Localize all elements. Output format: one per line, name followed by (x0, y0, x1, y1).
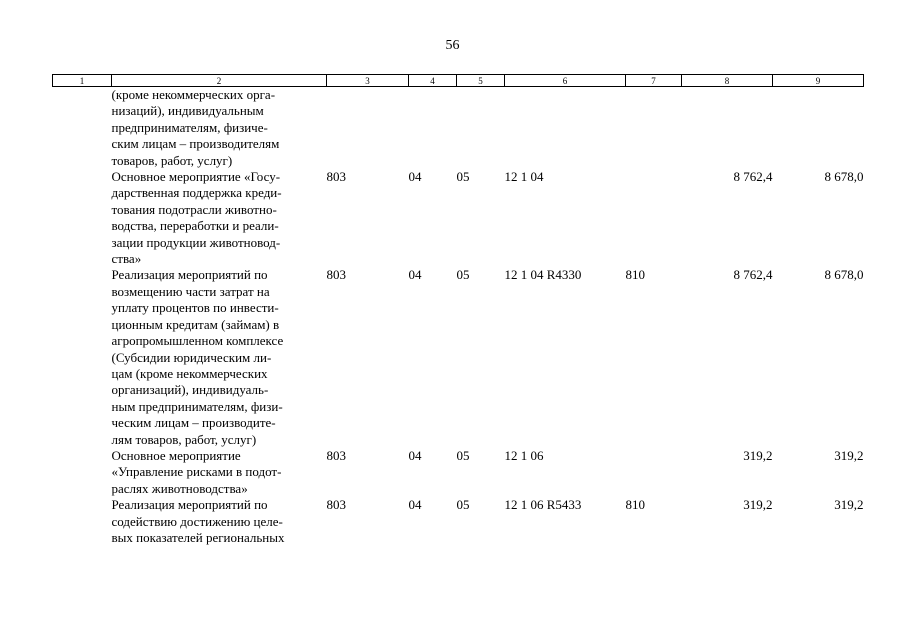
cell-name (112, 169, 327, 267)
name-text-line: возмещению части затрат на (111, 283, 270, 299)
column-header-7: 7 (626, 75, 682, 87)
cell-col-4: 04 (408, 447, 422, 463)
column-header-5: 5 (457, 75, 505, 87)
budget-table (52, 74, 864, 546)
cell-col-8: 8 762,4 (733, 169, 773, 185)
name-text-line: ционным кредитам (займам) в (111, 316, 280, 332)
cell-col-1 (53, 448, 112, 497)
table-row (53, 497, 864, 546)
page-number: 56 (445, 38, 460, 53)
header-row (53, 75, 864, 87)
cell-col-6: 12 1 06 (504, 447, 544, 463)
cell-col-7 (626, 448, 682, 497)
cell-col-4: 04 (408, 267, 422, 283)
table-row (53, 87, 864, 170)
cell-col-1 (53, 267, 112, 447)
name-text-line: дарственная поддержка креди- (111, 185, 282, 201)
cell-col-6: 12 1 06 R5433 (504, 497, 582, 513)
column-header-3: 3 (327, 75, 409, 87)
name-text-line: агропромышленном комплексе (111, 333, 284, 349)
name-text-line: «Управление рисками в подот- (111, 464, 282, 480)
cell-col-1 (53, 87, 112, 170)
name-text-line: Основное мероприятие «Госу- (111, 169, 281, 185)
name-text-line: цам (кроме некоммерческих (111, 365, 268, 381)
cell-col-3 (327, 87, 409, 170)
cell-col-7 (626, 169, 682, 267)
name-text-line: ства» (111, 251, 142, 267)
table-row (53, 169, 864, 267)
cell-col-3: 803 (326, 169, 346, 185)
cell-col-7: 810 (625, 267, 645, 283)
column-header-2: 2 (112, 75, 327, 87)
name-text-line: водства, переработки и реали- (111, 218, 279, 234)
column-header-4: 4 (409, 75, 457, 87)
column-header-9: 9 (773, 75, 864, 87)
name-text-line: ским лицам – производителям (111, 136, 280, 152)
name-text-line: лям товаров, работ, услуг) (111, 431, 257, 447)
name-text-line: низаций), индивидуальным (111, 103, 264, 119)
name-text-line: (Субсидии юридическим ли- (111, 349, 272, 365)
cell-col-9: 8 678,0 (824, 267, 864, 283)
name-text-line: Реализация мероприятий по (111, 267, 268, 283)
column-header-8: 8 (682, 75, 773, 87)
name-text-line: тования подотрасли животно- (111, 201, 277, 217)
cell-col-4 (409, 87, 457, 170)
column-header-1: 1 (53, 75, 112, 87)
cell-col-6: 12 1 04 R4330 (504, 267, 582, 283)
name-text-line: зации продукции животновод- (111, 234, 281, 250)
cell-col-4: 04 (408, 497, 422, 513)
name-text-line: содействию достижению целе- (111, 513, 283, 529)
cell-col-7 (626, 87, 682, 170)
table-header (53, 75, 864, 87)
name-text-line: товаров, работ, услуг) (111, 152, 233, 168)
cell-col-1 (53, 169, 112, 267)
cell-col-3: 803 (326, 447, 346, 463)
name-text-line: Основное мероприятие (111, 447, 241, 463)
cell-col-9 (773, 87, 864, 170)
cell-col-6 (505, 87, 626, 170)
table-row (53, 448, 864, 497)
cell-col-5 (457, 87, 505, 170)
cell-col-5: 05 (456, 267, 470, 283)
cell-col-5: 05 (456, 497, 470, 513)
table-row (53, 267, 864, 447)
cell-name (112, 497, 327, 546)
cell-name (112, 267, 327, 447)
name-text-line: вых показателей региональных (111, 529, 285, 545)
cell-col-8: 8 762,4 (733, 267, 773, 283)
name-text-line: ческим лицам – производите- (111, 415, 276, 431)
cell-col-9: 319,2 (834, 497, 864, 513)
table-body (53, 87, 864, 547)
cell-col-5: 05 (456, 169, 470, 185)
cell-col-1 (53, 497, 112, 546)
name-text-line: Реализация мероприятий по (111, 497, 268, 513)
cell-name (112, 87, 327, 170)
cell-name (112, 448, 327, 497)
cell-col-4: 04 (408, 169, 422, 185)
cell-col-9: 8 678,0 (824, 169, 864, 185)
cell-col-6: 12 1 04 (504, 169, 544, 185)
cell-col-8 (682, 87, 773, 170)
name-text-line: ным предпринимателям, физи- (111, 398, 283, 414)
name-text-line: (кроме некоммерческих орга- (111, 87, 276, 102)
cell-col-8: 319,2 (743, 447, 773, 463)
cell-col-9: 319,2 (834, 447, 864, 463)
column-header-6: 6 (505, 75, 626, 87)
cell-col-5: 05 (456, 447, 470, 463)
name-text-line: раслях животноводства» (111, 480, 248, 496)
name-text-line: организаций), индивидуаль- (111, 382, 269, 398)
cell-col-8: 319,2 (743, 497, 773, 513)
cell-col-7: 810 (625, 497, 645, 513)
cell-col-3: 803 (326, 267, 346, 283)
name-text-line: уплату процентов по инвести- (111, 300, 279, 316)
name-text-line: предпринимателям, физиче- (111, 119, 268, 135)
cell-col-3: 803 (326, 497, 346, 513)
